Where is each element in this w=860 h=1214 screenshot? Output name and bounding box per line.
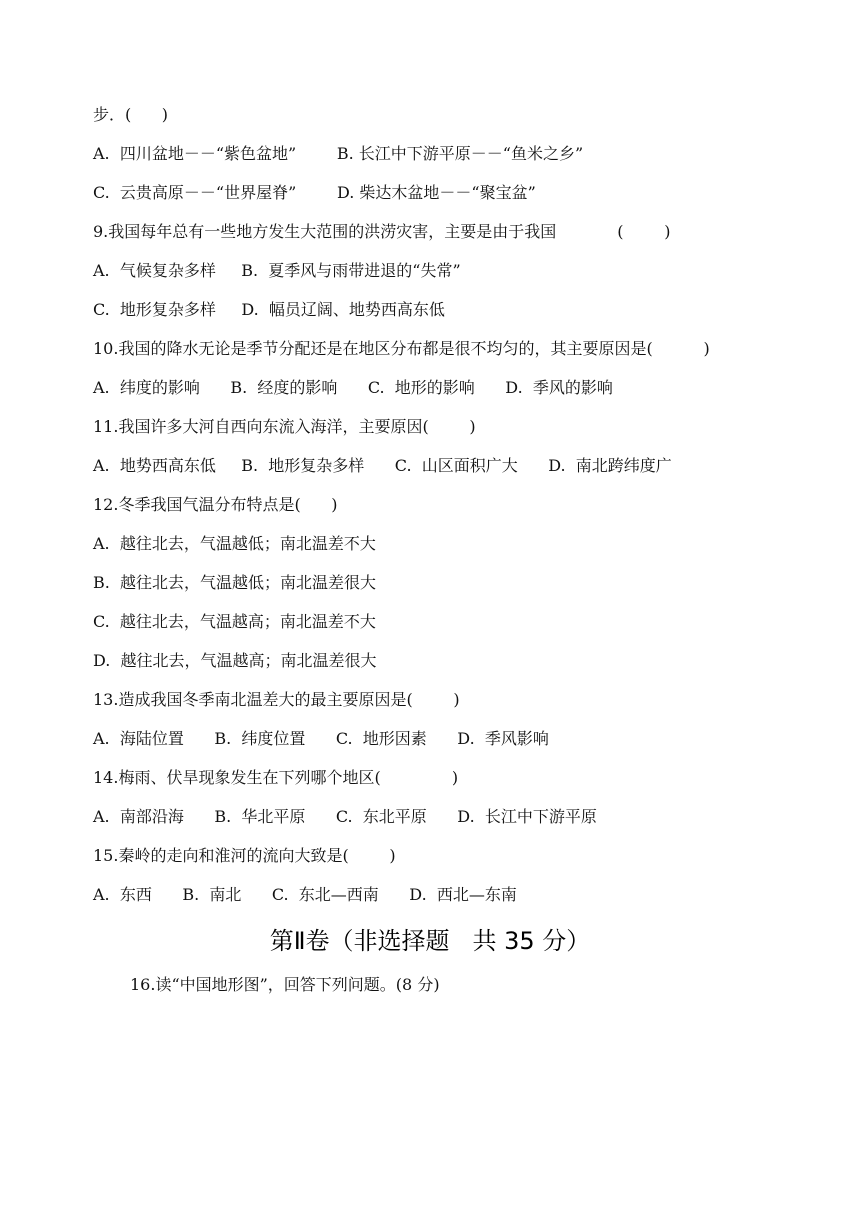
q10-stem: 10.我国的降水无论是季节分配还是在地区分布都是很不均匀的，其主要原因是( ) [93, 339, 710, 358]
q15-stem: 15.秦岭的走向和淮河的流向大致是( ) [93, 846, 396, 865]
q8-options-ab: A. 四川盆地－－“紫色盆地” B. 长江中下游平原－－“鱼米之乡” [93, 144, 584, 163]
q11-stem: 11.我国许多大河自西向东流入海洋，主要原因( ) [93, 417, 476, 436]
q8-stem-end: 步．( ) [93, 105, 169, 124]
q9-stem: 9.我国每年总有一些地方发生大范围的洪涝灾害，主要是由于我国 ( ) [93, 222, 671, 241]
q9-options-cd: C. 地形复杂多样 D. 幅员辽阔、地势西高东低 [93, 300, 445, 319]
q9-options-ab: A. 气候复杂多样 B. 夏季风与雨带进退的“失常” [93, 261, 461, 280]
q15-options: A. 东西 B. 南北 C. 东北—西南 D. 西北—东南 [93, 885, 517, 904]
q12-option-a: A. 越往北去，气温越低；南北温差不大 [93, 534, 376, 553]
q8-options-cd: C. 云贵高原－－“世界屋脊” D. 柴达木盆地－－“聚宝盆” [93, 183, 536, 202]
section-title: 第Ⅱ卷（非选择题 共 35 分） [269, 927, 591, 955]
q12-option-b: B. 越往北去，气温越低；南北温差很大 [93, 573, 377, 592]
q12-stem: 12.冬季我国气温分布特点是( ) [93, 495, 338, 514]
q16-stem: 16.读“中国地形图”，回答下列问题。(8 分) [130, 975, 440, 994]
q10-options: A. 纬度的影响 B. 经度的影响 C. 地形的影响 D. 季风的影响 [93, 378, 613, 397]
q13-options: A. 海陆位置 B. 纬度位置 C. 地形因素 D. 季风影响 [93, 729, 549, 748]
q11-options: A. 地势西高东低 B. 地形复杂多样 C. 山区面积广大 D. 南北跨纬度广 [93, 456, 672, 475]
q13-stem: 13.造成我国冬季南北温差大的最主要原因是( ) [93, 690, 460, 709]
q14-stem: 14.梅雨、伏旱现象发生在下列哪个地区( ) [93, 768, 459, 787]
q12-option-d: D. 越往北去，气温越高；南北温差很大 [93, 651, 377, 670]
q12-option-c: C. 越往北去，气温越高；南北温差不大 [93, 612, 376, 631]
q14-options: A. 南部沿海 B. 华北平原 C. 东北平原 D. 长江中下游平原 [93, 807, 597, 826]
